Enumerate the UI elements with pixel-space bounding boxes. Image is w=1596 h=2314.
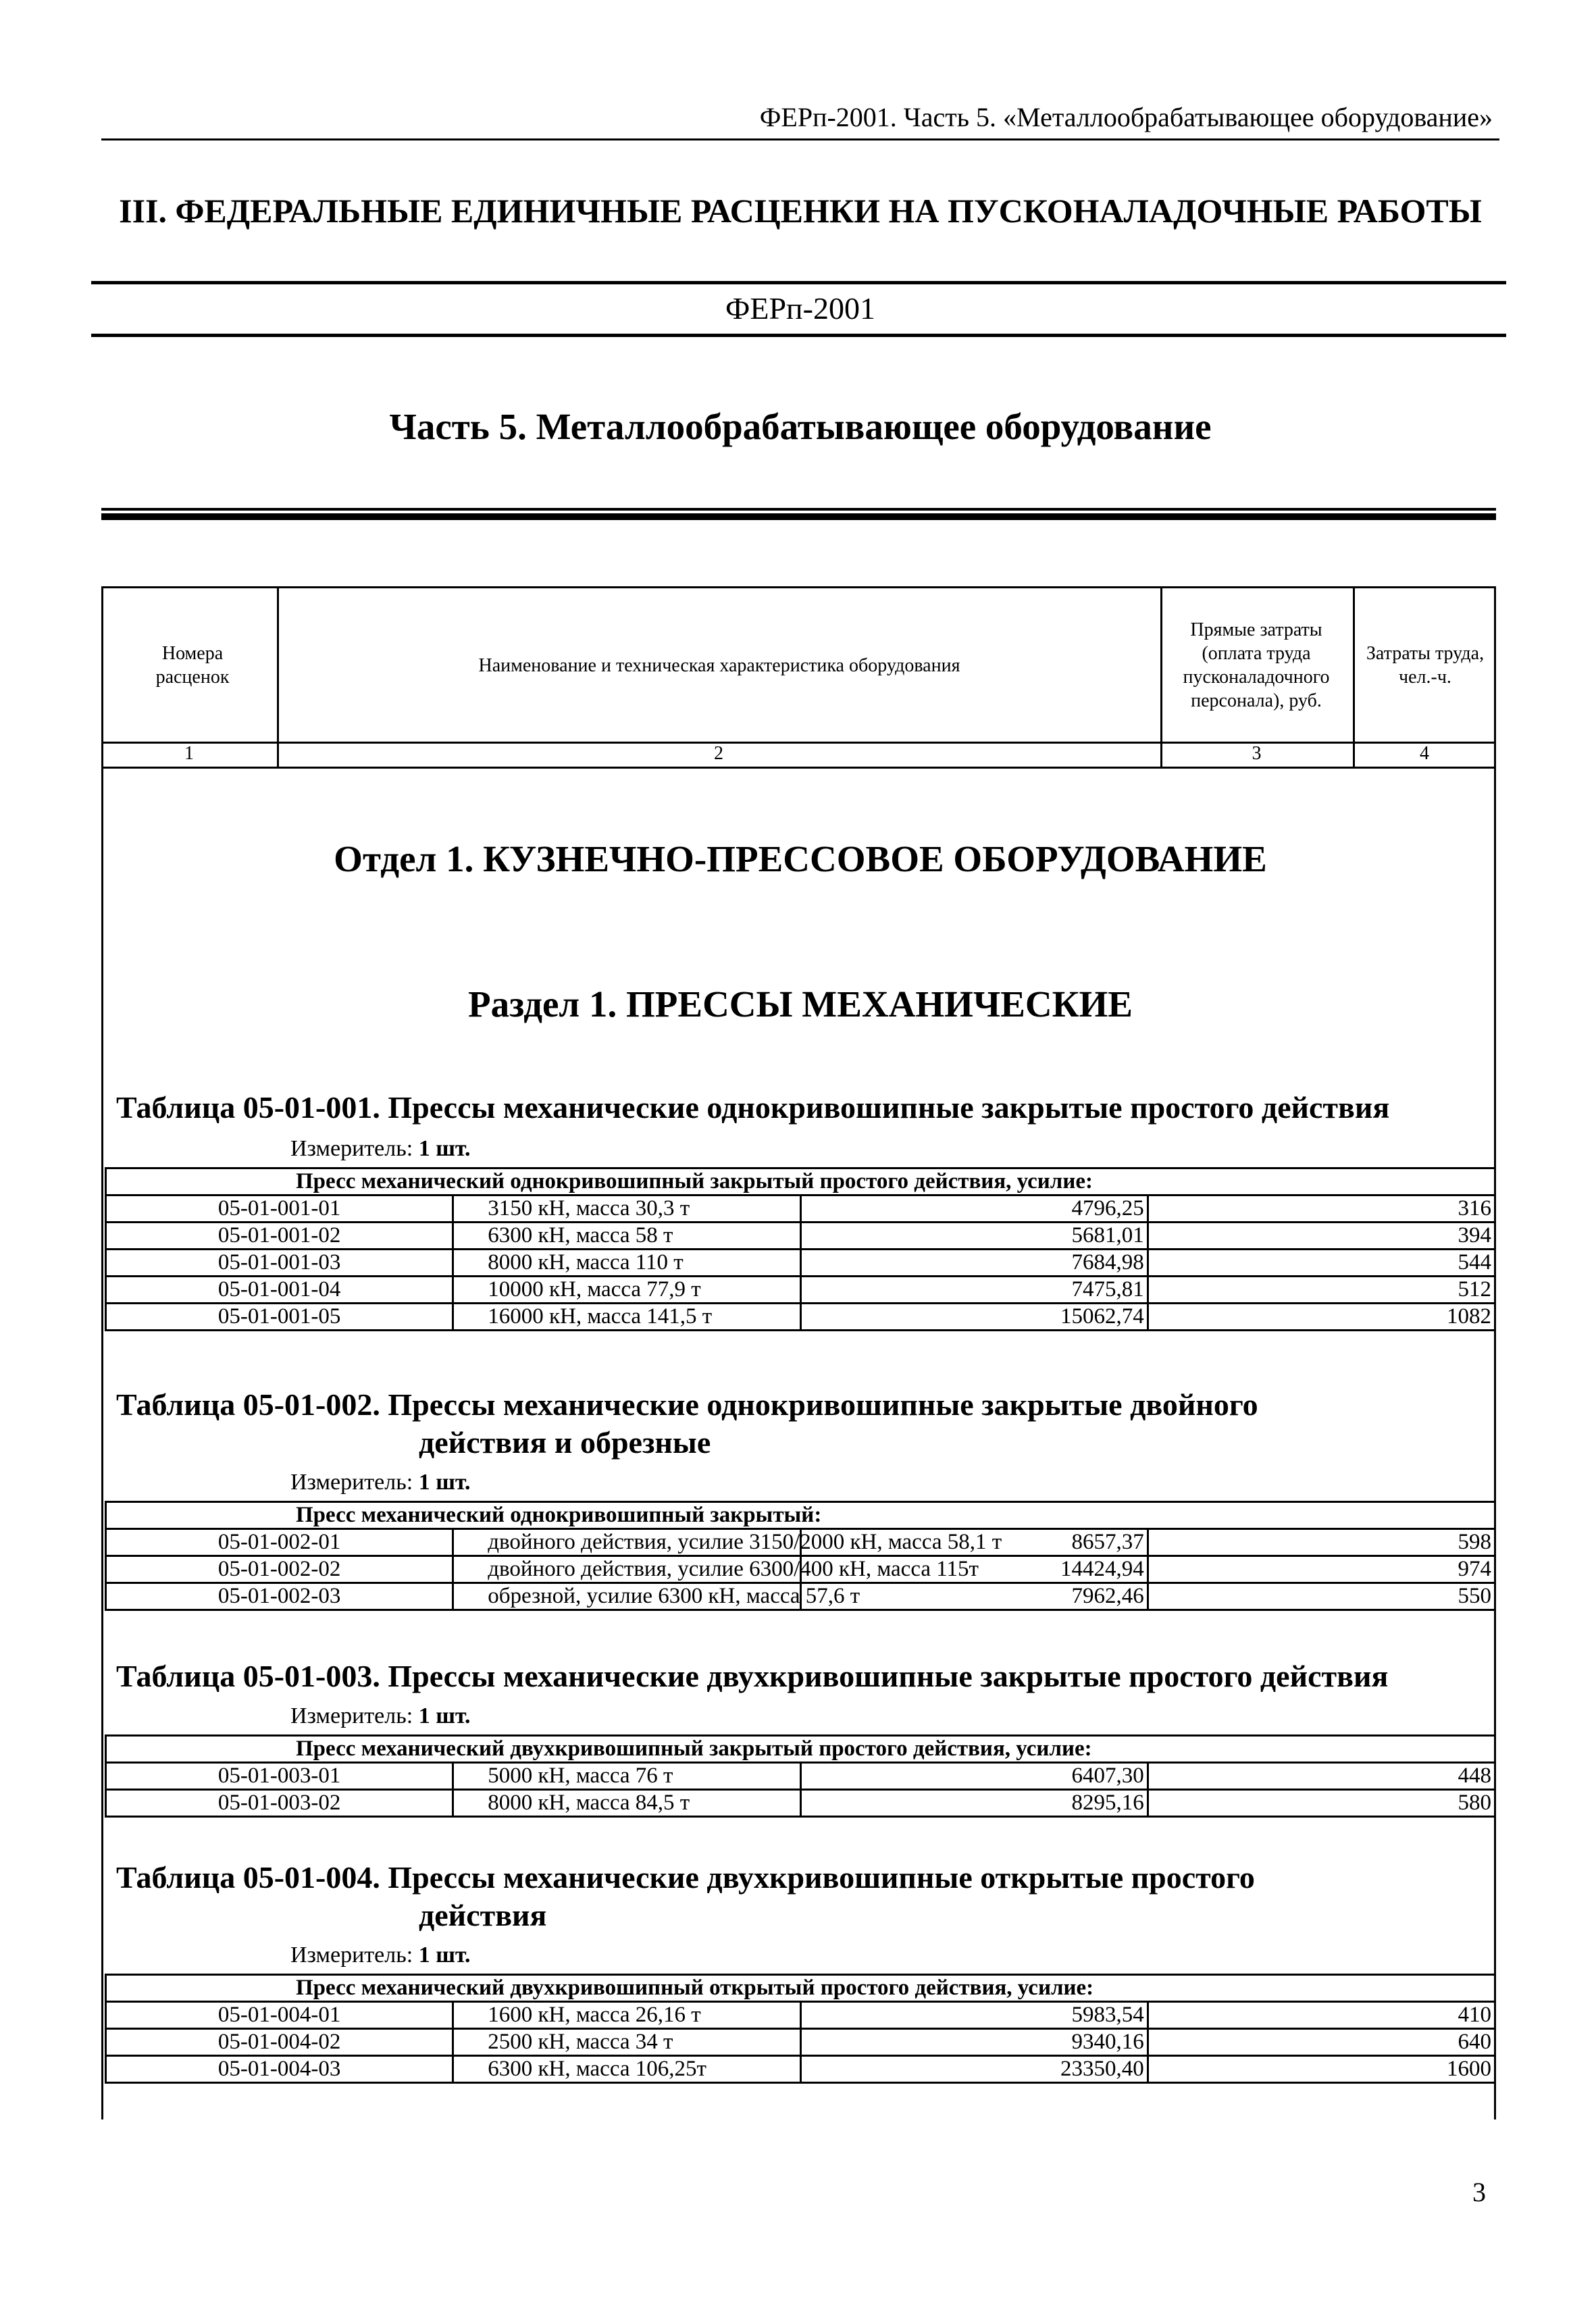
- equipment-name: 10000 кН, масса 77,9 т: [453, 1277, 800, 1304]
- table-row: [106, 1583, 1495, 1610]
- rates-table: [105, 1501, 1496, 1611]
- rate-code: 05-01-001-03: [106, 1250, 453, 1277]
- column-header-name: Наименование и техническая характеристика оборудования: [478, 654, 960, 676]
- direct-cost: 5681,01: [800, 1223, 1148, 1250]
- rates-table: [105, 1974, 1496, 2084]
- group-row: [106, 1502, 1495, 1529]
- labor-hours: 640: [1148, 2029, 1495, 2056]
- colnum-bottom-line: [101, 767, 1496, 769]
- column-number-2: 2: [714, 743, 723, 764]
- direct-cost: 15062,74: [800, 1304, 1148, 1331]
- direct-cost: 8657,37: [800, 1529, 1148, 1556]
- table-row: [106, 1250, 1495, 1277]
- table-row: [106, 1277, 1495, 1304]
- column-header-labor: Затраты труда, чел.-ч.: [1366, 643, 1485, 688]
- direct-cost: 5983,54: [800, 2002, 1148, 2029]
- department-title: Отдел 1. КУЗНЕЧНО-ПРЕССОВОЕ ОБОРУДОВАНИЕ: [334, 838, 1267, 879]
- rate-code: 05-01-002-03: [106, 1583, 453, 1610]
- direct-cost: 8295,16: [800, 1790, 1148, 1817]
- rate-code: 05-01-003-01: [106, 1763, 453, 1790]
- code-rule-bottom: [91, 334, 1506, 337]
- unit-line: [290, 1703, 471, 1729]
- table-row: [106, 1529, 1495, 1556]
- direct-cost: 6407,30: [800, 1763, 1148, 1790]
- page-number: 3: [1472, 2177, 1486, 2207]
- rate-code: 05-01-001-04: [106, 1277, 453, 1304]
- rate-code: 05-01-003-02: [106, 1790, 453, 1817]
- labor-hours: 544: [1148, 1250, 1495, 1277]
- table-title: Таблица 05-01-004. Прессы механические двухкривошипные открытые простого: [116, 1860, 1255, 1895]
- labor-hours: 410: [1148, 2002, 1495, 2029]
- unit-label: Измеритель:: [290, 1470, 413, 1495]
- labor-hours: 448: [1148, 1763, 1495, 1790]
- group-label: Пресс механический однокривошипный закрытый простого действия, усилие:: [106, 1168, 1495, 1195]
- part-title: Часть 5. Металлообрабатывающее оборудование: [389, 406, 1212, 447]
- labor-hours: 580: [1148, 1790, 1495, 1817]
- header-rule: [101, 138, 1499, 140]
- equipment-name: 8000 кН, масса 110 т: [453, 1250, 800, 1277]
- labor-hours: 512: [1148, 1277, 1495, 1304]
- group-row: [106, 1736, 1495, 1763]
- group-label: Пресс механический двухкривошипный открытый простого действия, усилие:: [106, 1975, 1495, 2002]
- equipment-name: 8000 кН, масса 84,5 т: [453, 1790, 800, 1817]
- unit-value: 1 шт.: [418, 1703, 471, 1728]
- unit-label: Измеритель:: [290, 1136, 413, 1161]
- table-row: [106, 2056, 1495, 2083]
- table-title-continued: действия: [419, 1898, 547, 1932]
- unit-line: [290, 1136, 471, 1162]
- column-number-1: 1: [184, 743, 194, 764]
- labor-hours: 316: [1148, 1195, 1495, 1223]
- part-rule-1: [101, 508, 1496, 511]
- table-row: [106, 1304, 1495, 1331]
- equipment-name: двойного действия, усилие 3150/2000 кН, масса 58,1 т: [453, 1529, 800, 1556]
- rate-code: 05-01-002-02: [106, 1556, 453, 1583]
- unit-line: [290, 1943, 471, 1968]
- code-rule-top: [91, 281, 1506, 284]
- labor-hours: 1082: [1148, 1304, 1495, 1331]
- equipment-name: двойного действия, усилие 6300/400 кН, масса 115т: [453, 1556, 800, 1583]
- unit-value: 1 шт.: [418, 1136, 471, 1161]
- labor-hours: 1600: [1148, 2056, 1495, 2083]
- equipment-name: 1600 кН, масса 26,16 т: [453, 2002, 800, 2029]
- equipment-name: 6300 кН, масса 58 т: [453, 1223, 800, 1250]
- unit-label: Измеритель:: [290, 1943, 413, 1968]
- group-label: Пресс механический двухкривошипный закрытый простого действия, усилие:: [106, 1736, 1495, 1763]
- column-number-4: 4: [1420, 743, 1429, 764]
- table-row: [106, 1195, 1495, 1223]
- table-title-continued: действия и обрезные: [419, 1425, 711, 1460]
- labor-hours: 974: [1148, 1556, 1495, 1583]
- rate-code: 05-01-002-01: [106, 1529, 453, 1556]
- table-row: [106, 2002, 1495, 2029]
- group-row: [106, 1168, 1495, 1195]
- direct-cost: 14424,94: [800, 1556, 1148, 1583]
- direct-cost: 7475,81: [800, 1277, 1148, 1304]
- rate-code: 05-01-001-05: [106, 1304, 453, 1331]
- group-row: [106, 1975, 1495, 2002]
- direct-cost: 23350,40: [800, 2056, 1148, 2083]
- equipment-name: 5000 кН, масса 76 т: [453, 1763, 800, 1790]
- equipment-name: 3150 кН, масса 30,3 т: [453, 1195, 800, 1223]
- equipment-name: 6300 кН, масса 106,25т: [453, 2056, 800, 2083]
- rates-table: [105, 1734, 1496, 1818]
- table-row: [106, 1223, 1495, 1250]
- rate-code: 05-01-001-01: [106, 1195, 453, 1223]
- code-label: ФЕРп-2001: [725, 291, 875, 326]
- rate-code: 05-01-004-01: [106, 2002, 453, 2029]
- labor-hours: 598: [1148, 1529, 1495, 1556]
- direct-cost: 4796,25: [800, 1195, 1148, 1223]
- table-row: [106, 2029, 1495, 2056]
- rates-table: [105, 1167, 1496, 1331]
- column-header-cost: Прямые затраты (оплата труда пусконаладочного персонала), руб.: [1183, 619, 1330, 711]
- table-title: Таблица 05-01-001. Прессы механические однокривошипные закрытые простого действия: [116, 1090, 1390, 1125]
- part-rule-2: [101, 513, 1496, 520]
- direct-cost: 7684,98: [800, 1250, 1148, 1277]
- direct-cost: 9340,16: [800, 2029, 1148, 2056]
- labor-hours: 394: [1148, 1223, 1495, 1250]
- group-label: Пресс механический однокривошипный закрытый:: [106, 1502, 1495, 1529]
- document-title: III. ФЕДЕРАЛЬНЫЕ ЕДИНИЧНЫЕ РАСЦЕНКИ НА ПУСКОНАЛАДОЧНЫЕ РАБОТЫ: [119, 192, 1482, 230]
- rate-code: 05-01-001-02: [106, 1223, 453, 1250]
- column-header-codes: Номера расценок: [155, 643, 230, 688]
- direct-cost: 7962,46: [800, 1583, 1148, 1610]
- table-row: [106, 1556, 1495, 1583]
- rate-code: 05-01-004-03: [106, 2056, 453, 2083]
- running-header: ФЕРп-2001. Часть 5. «Металлообрабатывающее оборудование»: [759, 102, 1493, 132]
- unit-label: Измеритель:: [290, 1703, 413, 1728]
- unit-line: [290, 1470, 471, 1495]
- table-row: [106, 1790, 1495, 1817]
- section-title: Раздел 1. ПРЕССЫ МЕХАНИЧЕСКИЕ: [467, 983, 1133, 1025]
- rate-code: 05-01-004-02: [106, 2029, 453, 2056]
- table-title: Таблица 05-01-003. Прессы механические двухкривошипные закрытые простого действия: [116, 1659, 1389, 1693]
- equipment-name: обрезной, усилие 6300 кН, масса 57,6 т: [453, 1583, 800, 1610]
- unit-value: 1 шт.: [418, 1470, 471, 1495]
- column-number-3: 3: [1252, 743, 1262, 764]
- equipment-name: 2500 кН, масса 34 т: [453, 2029, 800, 2056]
- table-row: [106, 1763, 1495, 1790]
- table-title: Таблица 05-01-002. Прессы механические однокривошипные закрытые двойного: [116, 1387, 1258, 1422]
- unit-value: 1 шт.: [418, 1943, 471, 1968]
- equipment-name: 16000 кН, масса 141,5 т: [453, 1304, 800, 1331]
- labor-hours: 550: [1148, 1583, 1495, 1610]
